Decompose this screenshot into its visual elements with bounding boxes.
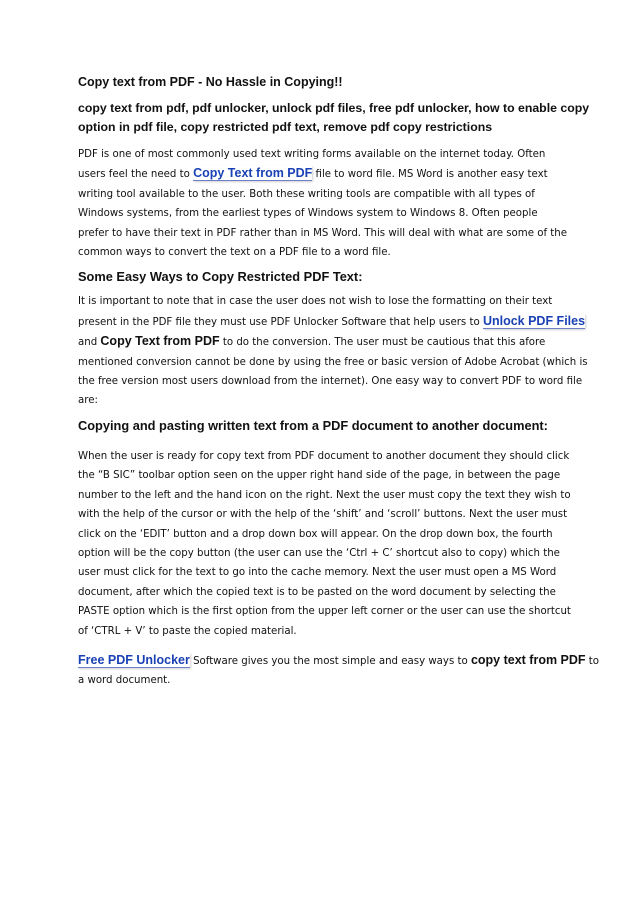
document-title: Copy text from PDF - No Hassle in Copying!! bbox=[78, 75, 343, 89]
keywords-line: copy text from pdf, pdf unlocker, unlock pdf files, free pdf unlocker, how to enable copy option in pdf file, copy restricted pdf text, remove pdf copy restrictions bbox=[78, 101, 590, 134]
section1-bold-phrase: Copy Text from PDF bbox=[100, 334, 220, 349]
free-pdf-unlocker-link[interactable]: Free PDF Unlocker bbox=[78, 652, 190, 667]
section1-paragraph bbox=[78, 292, 593, 410]
section1-text-and: and bbox=[78, 337, 101, 349]
copy-text-from-pdf-link[interactable]: Copy Text from PDF bbox=[193, 166, 313, 181]
closing-text-middle: Software gives you the most simple and easy ways to bbox=[189, 655, 471, 667]
intro-text-start: PDF is one of most commonly used text writing forms available on the internet today. Often users feel the need to bbox=[78, 149, 546, 181]
document-page bbox=[78, 74, 626, 691]
intro-paragraph bbox=[78, 145, 570, 262]
section1-text-end: to do the conversion. The user must be cautious that this afore mentioned conversion cannot be done by using the free or basic version of Adobe Acrobat (which is the free version most users download from the internet). One easy way to convert PDF to word file are: bbox=[78, 337, 588, 407]
closing-text-end: to a word document. bbox=[78, 655, 600, 687]
intro-text-end: file to word file. MS Word is another easy text writing tool available to the user. Both these writing tools are compatible with all types of Windows systems, from the earliest types of Windows system to Windows 8. Often people prefer to have their text in PDF rather than in MS Word. This will deal with what are some of the common ways to convert the text on a PDF file to a word file. bbox=[78, 169, 567, 259]
section1-text-start: It is important to note that in case the user does not wish to lose the formatting on their text present in the PDF file they must use PDF Unlocker Software that help users to bbox=[78, 296, 553, 328]
unlock-pdf-files-link[interactable]: Unlock PDF Files bbox=[482, 313, 586, 328]
section1-heading: Some Easy Ways to Copy Restricted PDF Text: bbox=[78, 269, 363, 285]
section2-paragraph: When the user is ready for copy text from PDF document to another document they should click the “B SIC” toolbar option seen on the upper right hand side of the page, in between the page number to the left and the hand icon on the right. Next the user must copy the text they wish to with the help of the cursor or with the help of the ‘shift’ and ‘scroll’ buttons. Next the user must click on the ‘EDIT’ button and a drop down box will appear. On the drop down box, the fourth option will be the copy button (the user can use the ‘Ctrl + C’ shortcut also to copy) which the user must click for the text to go into the cache memory. Next the user must open a MS Word document, after which the copied text is to be pasted on the word document by selecting the PASTE option which is the first option from the upper left corner or the user can use the shortcut of ‘CTRL + V’ to paste the copied material. bbox=[78, 450, 571, 637]
section2-heading: Copying and pasting written text from a PDF document to another document: bbox=[78, 417, 548, 433]
closing-bold-phrase: copy text from PDF bbox=[470, 652, 586, 667]
closing-paragraph bbox=[78, 651, 608, 691]
